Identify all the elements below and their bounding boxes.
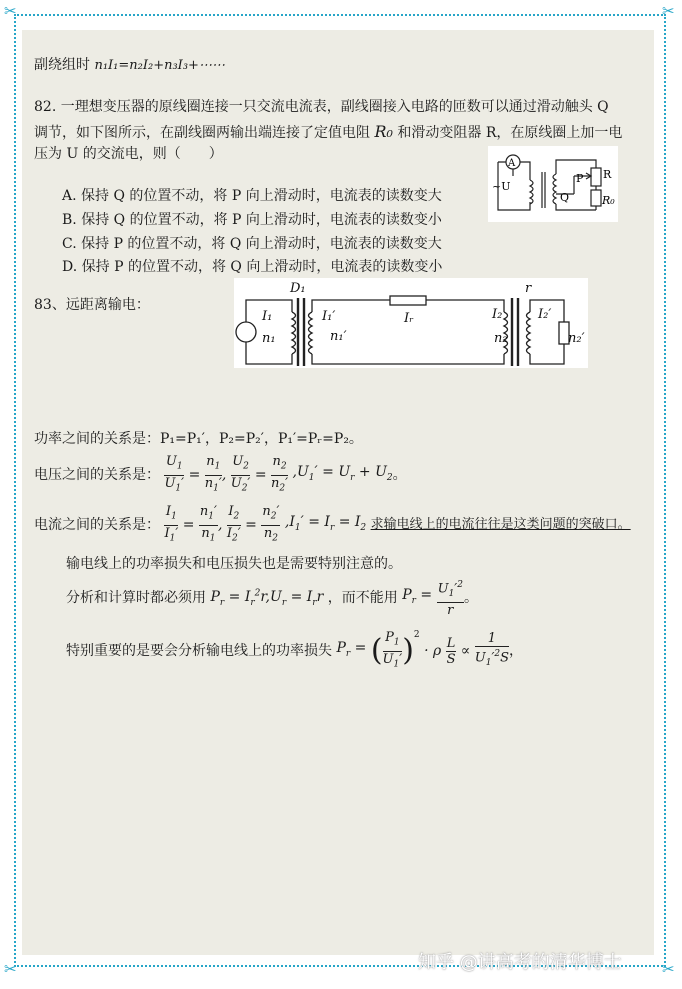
watermark-text: 知乎 @讲高考的清华博士 bbox=[418, 952, 622, 973]
q82-stem-line-3: 压为 U 的交流电，则（ ） bbox=[34, 146, 223, 162]
label-r: r bbox=[525, 281, 532, 296]
label-i2: I₂ bbox=[492, 307, 503, 322]
scissor-icon-top-right: ✂ bbox=[662, 2, 675, 20]
source-label: ~U bbox=[492, 180, 511, 193]
current-relation: 电流之间的关系是： $\frac{I_1}{I_1'}$ = $\frac{n_1'}{n_1}$ , $\frac{I_2}{I_2'}$ = $\frac{n_2'}{n_2}$ $,I_1' = I_r = I_2$ 求输电线上的电流往往是这类问题的突破口。 bbox=[34, 504, 631, 544]
label-n1p: n₁′ bbox=[330, 329, 347, 344]
q82-option-c: C. 保持 P 的位置不动，将 Q 向上滑动时，电流表的读数变大 bbox=[62, 236, 442, 252]
label-n2p: n₂′ bbox=[568, 331, 585, 346]
label-d1: D₁ bbox=[290, 281, 306, 296]
q83-title: 83、远距离输电： bbox=[34, 297, 150, 313]
current-note: 求输电线上的电流往往是这类问题的突破口。 bbox=[370, 517, 631, 533]
header-formula: n₁I₁=n₂I₂+n₃I₃+⋯⋯ bbox=[94, 58, 225, 73]
must-use-line: 分析和计算时都必须用 $P_r = I_r^2r,U_r = I_rr$ ，而不能用 $P_r$ = $\frac{U_1'^2}{r}$ 。 bbox=[66, 580, 478, 618]
scissor-icon-bottom-left: ✂ bbox=[4, 960, 17, 978]
label-i1: I₁ bbox=[262, 309, 273, 324]
q82-stem-line-2: 调节，如下图所示，在副线圈两输出端连接了定值电阻 R₀ 和滑动变阻器 R，在原线圈上加一电 bbox=[34, 122, 623, 141]
q82-transformer-circuit-diagram bbox=[488, 146, 618, 222]
label-n2: n₂ bbox=[494, 331, 508, 346]
loss-note: 输电线上的功率损失和电压损失也是需要特别注意的。 bbox=[66, 556, 402, 572]
p-label: P bbox=[576, 172, 584, 185]
q-label: Q bbox=[560, 191, 570, 204]
label-i2p: I₂′ bbox=[538, 307, 552, 322]
header-line: 副绕组时 n₁I₁=n₂I₂+n₃I₃+⋯⋯ bbox=[34, 57, 225, 73]
label-n1: n₁ bbox=[262, 331, 276, 346]
r0-label: R₀ bbox=[602, 194, 615, 207]
important-line: 特别重要的是要会分析输电线上的功率损失 $P_r$ = ( $\frac{P_1}{U_1'}$ )$^2$ · ρ $\frac{L}{S}$ ∝ $\frac{1}{U_1'^2S}$ ， bbox=[66, 629, 524, 670]
power-relation: 功率之间的关系是：P₁=P₁′，P₂=P₂′，P₁′=Pᵣ=P₂。 bbox=[34, 431, 363, 447]
q83-power-transmission-diagram bbox=[234, 278, 588, 368]
q82-stem-line-1: 82. 一理想变压器的原线圈连接一只交流电流表，副线圈接入电路的匝数可以通过滑动触头 Q bbox=[34, 99, 609, 115]
q82-option-d: D. 保持 P 的位置不动，将 Q 向上滑动时，电流表的读数变小 bbox=[62, 259, 443, 275]
q82-option-a: A. 保持 Q 的位置不动，将 P 向上滑动时，电流表的读数变大 bbox=[62, 188, 442, 204]
q82-option-b: B. 保持 Q 的位置不动，将 P 向上滑动时，电流表的读数变小 bbox=[62, 212, 442, 228]
voltage-relation: 电压之间的关系是： $\frac{U_1}{U_1'}$ = $\frac{n_1}{n_1'}$ , $\frac{U_2}{U_2'}$ = $\frac{n_2}{n_2'}$ $,U_1' = U_r + U_2$。 bbox=[34, 454, 407, 494]
scissor-icon-bottom-right: ✂ bbox=[662, 960, 675, 978]
label-u1-left: I₁′ bbox=[322, 309, 336, 324]
ammeter-label: A bbox=[508, 158, 516, 169]
r0-symbol: R₀ bbox=[374, 122, 393, 141]
r-label: R bbox=[603, 168, 612, 181]
label-ir: Iᵣ bbox=[404, 311, 414, 326]
scissor-icon-top-left: ✂ bbox=[4, 2, 17, 20]
